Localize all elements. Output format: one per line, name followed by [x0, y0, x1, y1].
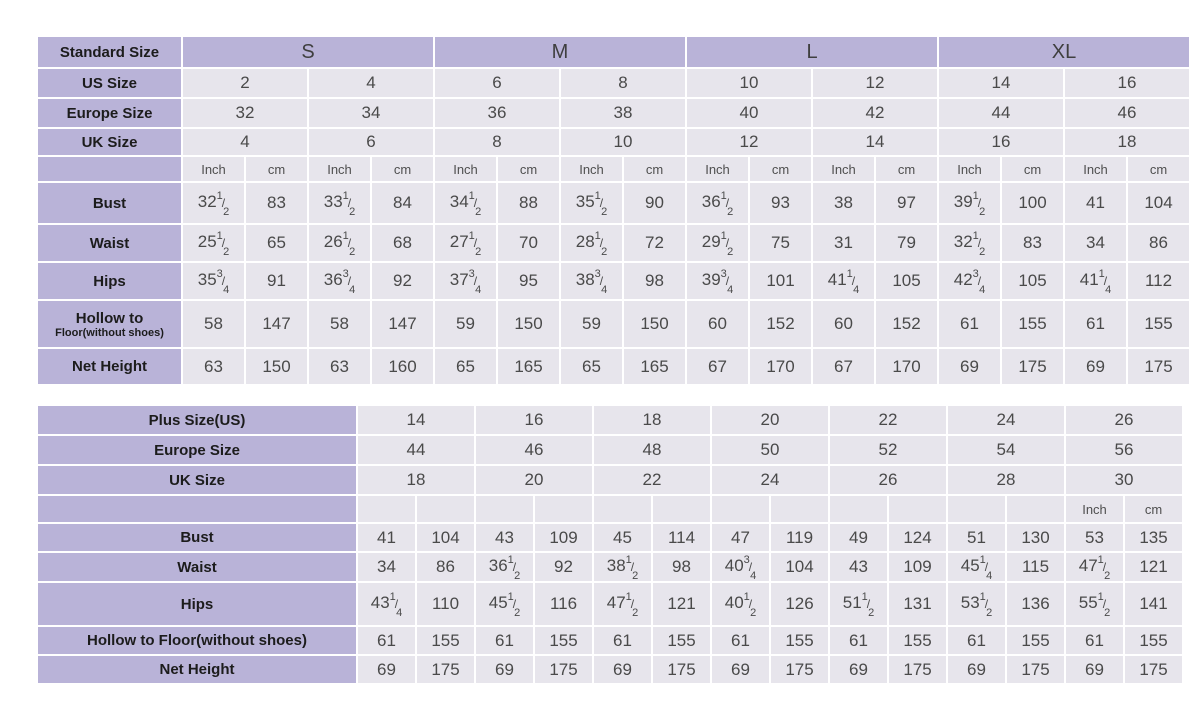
size-value-cell: 48	[594, 436, 710, 464]
measure-value-cell: 49	[830, 524, 887, 551]
unit-cell: Inch	[1066, 496, 1123, 522]
unit-cell: Inch	[813, 157, 874, 181]
measure-value-cell: 130	[1007, 524, 1064, 551]
size-value-cell: 16	[939, 129, 1063, 155]
size-value-cell: 32	[183, 99, 307, 127]
size-value-cell: 28	[948, 466, 1064, 494]
measure-value-cell: 105	[1002, 263, 1063, 299]
measure-value-cell: 150	[624, 301, 685, 347]
unit-cell: cm	[246, 157, 307, 181]
size-value-cell: 34	[309, 99, 433, 127]
unit-cell: Inch	[561, 157, 622, 181]
measure-value-cell: 101	[750, 263, 811, 299]
measure-value-cell: 61	[1065, 301, 1126, 347]
measure-value-cell: 67	[687, 349, 748, 384]
size-value-cell: 8	[435, 129, 559, 155]
measure-value-cell: 65	[246, 225, 307, 261]
empty-cell	[712, 496, 769, 522]
size-value-cell: 12	[813, 69, 937, 97]
measure-value-cell: 104	[771, 553, 828, 581]
measure-value-cell: 175	[535, 656, 592, 683]
measure-value-cell: 60	[687, 301, 748, 347]
measure-value-cell: 114	[653, 524, 710, 551]
measure-value-cell: $45^1/_4$	[948, 553, 1005, 581]
measure-value-cell: $28^1/_2$	[561, 225, 622, 261]
size-group-header: S	[183, 37, 433, 67]
measure-value-cell: 43	[830, 553, 887, 581]
size-value-cell: 22	[830, 406, 946, 434]
size-group-header: M	[435, 37, 685, 67]
unit-cell: Inch	[309, 157, 370, 181]
size-value-cell: 46	[1065, 99, 1189, 127]
measure-value-cell: 97	[876, 183, 937, 223]
empty-cell	[1007, 496, 1064, 522]
empty-cell	[948, 496, 1005, 522]
size-value-cell: 18	[358, 466, 474, 494]
row-label: Net Height	[38, 349, 181, 384]
size-value-cell: 10	[687, 69, 811, 97]
size-value-cell: 40	[687, 99, 811, 127]
measure-value-cell: 92	[372, 263, 433, 299]
row-label: Bust	[38, 183, 181, 223]
measure-value-cell: 91	[246, 263, 307, 299]
empty-cell	[653, 496, 710, 522]
measure-value-cell: 93	[750, 183, 811, 223]
size-value-cell: 30	[1066, 466, 1182, 494]
measure-value-cell: 121	[1125, 553, 1182, 581]
measure-value-cell: 61	[594, 627, 651, 654]
measure-value-cell: 155	[1007, 627, 1064, 654]
measure-value-cell: 84	[372, 183, 433, 223]
measure-value-cell: 155	[889, 627, 946, 654]
measure-value-cell: $38^3/_4$	[561, 263, 622, 299]
size-value-cell: 2	[183, 69, 307, 97]
empty-cell	[594, 496, 651, 522]
measure-value-cell: 53	[1066, 524, 1123, 551]
measure-value-cell: 155	[1125, 627, 1182, 654]
measure-value-cell: 86	[417, 553, 474, 581]
measure-value-cell: $43^1/_4$	[358, 583, 415, 625]
measure-value-cell: 47	[712, 524, 769, 551]
measure-value-cell: $55^1/_2$	[1066, 583, 1123, 625]
size-chart-page	[36, 35, 1191, 685]
measure-value-cell: $36^3/_4$	[309, 263, 370, 299]
measure-value-cell: 109	[889, 553, 946, 581]
unit-cell: cm	[1125, 496, 1182, 522]
size-value-cell: 8	[561, 69, 685, 97]
measure-value-cell: 121	[653, 583, 710, 625]
measure-value-cell: 115	[1007, 553, 1064, 581]
row-label: Waist	[38, 225, 181, 261]
measure-value-cell: 141	[1125, 583, 1182, 625]
measure-value-cell: 83	[246, 183, 307, 223]
measure-value-cell: 160	[372, 349, 433, 384]
measure-value-cell: 135	[1125, 524, 1182, 551]
size-value-cell: 6	[309, 129, 433, 155]
measure-value-cell: 68	[372, 225, 433, 261]
size-value-cell: 18	[1065, 129, 1189, 155]
size-value-cell: 10	[561, 129, 685, 155]
measure-value-cell: $27^1/_2$	[435, 225, 496, 261]
size-value-cell: 26	[830, 466, 946, 494]
size-value-cell: 42	[813, 99, 937, 127]
measure-value-cell: 61	[476, 627, 533, 654]
measure-value-cell: 95	[498, 263, 559, 299]
measure-value-cell: 175	[889, 656, 946, 683]
measure-value-cell: 61	[358, 627, 415, 654]
measure-value-cell: $32^1/_2$	[939, 225, 1000, 261]
size-value-cell: 20	[712, 406, 828, 434]
measure-value-cell: 105	[876, 263, 937, 299]
size-value-cell: 44	[939, 99, 1063, 127]
measure-value-cell: $39^1/_2$	[939, 183, 1000, 223]
size-value-cell: 18	[594, 406, 710, 434]
measure-value-cell: $45^1/_2$	[476, 583, 533, 625]
measure-value-cell: 88	[498, 183, 559, 223]
measure-value-cell: 100	[1002, 183, 1063, 223]
measure-value-cell: 61	[948, 627, 1005, 654]
measure-value-cell: 175	[417, 656, 474, 683]
size-value-cell: 46	[476, 436, 592, 464]
size-value-cell: 56	[1066, 436, 1182, 464]
measure-value-cell: 69	[594, 656, 651, 683]
measure-value-cell: 59	[435, 301, 496, 347]
measure-value-cell: 43	[476, 524, 533, 551]
empty-cell	[535, 496, 592, 522]
measure-value-cell: $42^3/_4$	[939, 263, 1000, 299]
unit-cell: cm	[1002, 157, 1063, 181]
empty-cell	[358, 496, 415, 522]
measure-value-cell: $35^1/_2$	[561, 183, 622, 223]
measure-value-cell: 69	[948, 656, 1005, 683]
measure-value-cell: 131	[889, 583, 946, 625]
unit-cell: cm	[1128, 157, 1189, 181]
measure-value-cell: 155	[653, 627, 710, 654]
measure-value-cell: 152	[876, 301, 937, 347]
measure-value-cell: 65	[561, 349, 622, 384]
measure-value-cell: 90	[624, 183, 685, 223]
row-label: Hips	[38, 263, 181, 299]
measure-value-cell: $29^1/_2$	[687, 225, 748, 261]
measure-value-cell: 147	[372, 301, 433, 347]
measure-value-cell: 92	[535, 553, 592, 581]
unit-cell: cm	[624, 157, 685, 181]
measure-value-cell: 83	[1002, 225, 1063, 261]
size-value-cell: 14	[358, 406, 474, 434]
measure-value-cell: 41	[358, 524, 415, 551]
measure-value-cell: 72	[624, 225, 685, 261]
size-value-cell: 16	[1065, 69, 1189, 97]
row-label: Waist	[38, 553, 356, 581]
measure-value-cell: $37^3/_4$	[435, 263, 496, 299]
measure-value-cell: $51^1/_2$	[830, 583, 887, 625]
measure-value-cell: 155	[771, 627, 828, 654]
measure-value-cell: 136	[1007, 583, 1064, 625]
unit-cell: Inch	[435, 157, 496, 181]
measure-value-cell: 69	[1066, 656, 1123, 683]
measure-value-cell: 147	[246, 301, 307, 347]
measure-value-cell: 152	[750, 301, 811, 347]
empty-cell	[417, 496, 474, 522]
measure-value-cell: 34	[1065, 225, 1126, 261]
measure-value-cell: $34^1/_2$	[435, 183, 496, 223]
measure-value-cell: 124	[889, 524, 946, 551]
measure-value-cell: 61	[1066, 627, 1123, 654]
measure-value-cell: 34	[358, 553, 415, 581]
measure-value-cell: 70	[498, 225, 559, 261]
measure-value-cell: $40^3/_4$	[712, 553, 769, 581]
measure-value-cell: 175	[1128, 349, 1189, 384]
measure-value-cell: 155	[1128, 301, 1189, 347]
empty-cell	[830, 496, 887, 522]
row-label: Europe Size	[38, 99, 181, 127]
measure-value-cell: $38^1/_2$	[594, 553, 651, 581]
empty-cell	[889, 496, 946, 522]
size-value-cell: 44	[358, 436, 474, 464]
measure-value-cell: 86	[1128, 225, 1189, 261]
unit-row-label	[38, 496, 356, 522]
plus-size-table	[36, 404, 1184, 685]
measure-value-cell: $32^1/_2$	[183, 183, 244, 223]
row-label: Plus Size(US)	[38, 406, 356, 434]
measure-value-cell: $26^1/_2$	[309, 225, 370, 261]
measure-value-cell: 175	[771, 656, 828, 683]
standard-size-table	[36, 35, 1191, 386]
size-value-cell: 22	[594, 466, 710, 494]
size-value-cell: 38	[561, 99, 685, 127]
row-label: Europe Size	[38, 436, 356, 464]
measure-value-cell: 175	[653, 656, 710, 683]
measure-value-cell: 60	[813, 301, 874, 347]
measure-value-cell: 104	[417, 524, 474, 551]
measure-value-cell: 69	[358, 656, 415, 683]
measure-value-cell: $47^1/_2$	[594, 583, 651, 625]
row-label: Net Height	[38, 656, 356, 683]
measure-value-cell: 112	[1128, 263, 1189, 299]
measure-value-cell: $47^1/_2$	[1066, 553, 1123, 581]
measure-value-cell: 175	[1007, 656, 1064, 683]
measure-value-cell: $40^1/_2$	[712, 583, 769, 625]
measure-value-cell: $41^1/_4$	[813, 263, 874, 299]
size-value-cell: 54	[948, 436, 1064, 464]
measure-value-cell: 69	[712, 656, 769, 683]
measure-value-cell: 31	[813, 225, 874, 261]
measure-value-cell: $36^1/_2$	[476, 553, 533, 581]
row-label: Bust	[38, 524, 356, 551]
measure-value-cell: 41	[1065, 183, 1126, 223]
measure-value-cell: 109	[535, 524, 592, 551]
unit-cell: cm	[372, 157, 433, 181]
measure-value-cell: $35^3/_4$	[183, 263, 244, 299]
measure-value-cell: 110	[417, 583, 474, 625]
row-label: US Size	[38, 69, 181, 97]
row-label: Hips	[38, 583, 356, 625]
measure-value-cell: 69	[476, 656, 533, 683]
measure-value-cell: 98	[653, 553, 710, 581]
size-value-cell: 4	[309, 69, 433, 97]
unit-row-label	[38, 157, 181, 181]
measure-value-cell: 116	[535, 583, 592, 625]
empty-cell	[771, 496, 828, 522]
size-group-header: L	[687, 37, 937, 67]
measure-value-cell: 79	[876, 225, 937, 261]
measure-value-cell: $41^1/_4$	[1065, 263, 1126, 299]
measure-value-cell: 175	[1002, 349, 1063, 384]
measure-value-cell: 98	[624, 263, 685, 299]
measure-value-cell: 104	[1128, 183, 1189, 223]
row-label: UK Size	[38, 129, 181, 155]
size-group-header: XL	[939, 37, 1189, 67]
measure-value-cell: 75	[750, 225, 811, 261]
measure-value-cell: 69	[830, 656, 887, 683]
measure-value-cell: 170	[876, 349, 937, 384]
unit-cell: Inch	[183, 157, 244, 181]
row-label: Hollow to Floor(without shoes)	[38, 301, 181, 347]
size-value-cell: 50	[712, 436, 828, 464]
measure-value-cell: 65	[435, 349, 496, 384]
measure-value-cell: $53^1/_2$	[948, 583, 1005, 625]
measure-value-cell: 69	[939, 349, 1000, 384]
empty-cell	[476, 496, 533, 522]
measure-value-cell: 61	[939, 301, 1000, 347]
unit-cell: cm	[876, 157, 937, 181]
unit-cell: cm	[750, 157, 811, 181]
measure-value-cell: 63	[309, 349, 370, 384]
row-label: Hollow to Floor(without shoes)	[38, 627, 356, 654]
size-value-cell: 20	[476, 466, 592, 494]
size-value-cell: 16	[476, 406, 592, 434]
row-label: UK Size	[38, 466, 356, 494]
measure-value-cell: $25^1/_2$	[183, 225, 244, 261]
measure-value-cell: 165	[498, 349, 559, 384]
measure-value-cell: 150	[498, 301, 559, 347]
measure-value-cell: 155	[535, 627, 592, 654]
measure-value-cell: 155	[1002, 301, 1063, 347]
measure-value-cell: $33^1/_2$	[309, 183, 370, 223]
measure-value-cell: 67	[813, 349, 874, 384]
measure-value-cell: 150	[246, 349, 307, 384]
measure-value-cell: 61	[712, 627, 769, 654]
measure-value-cell: 51	[948, 524, 1005, 551]
size-value-cell: 14	[939, 69, 1063, 97]
size-value-cell: 4	[183, 129, 307, 155]
measure-value-cell: 61	[830, 627, 887, 654]
measure-value-cell: 170	[750, 349, 811, 384]
measure-value-cell: 119	[771, 524, 828, 551]
size-value-cell: 24	[948, 406, 1064, 434]
size-value-cell: 26	[1066, 406, 1182, 434]
size-value-cell: 36	[435, 99, 559, 127]
unit-cell: cm	[498, 157, 559, 181]
measure-value-cell: 45	[594, 524, 651, 551]
measure-value-cell: 58	[183, 301, 244, 347]
unit-cell: Inch	[1065, 157, 1126, 181]
measure-value-cell: 69	[1065, 349, 1126, 384]
unit-cell: Inch	[687, 157, 748, 181]
size-value-cell: 24	[712, 466, 828, 494]
unit-cell: Inch	[939, 157, 1000, 181]
measure-value-cell: 155	[417, 627, 474, 654]
size-value-cell: 14	[813, 129, 937, 155]
size-value-cell: 12	[687, 129, 811, 155]
measure-value-cell: 175	[1125, 656, 1182, 683]
measure-value-cell: 126	[771, 583, 828, 625]
measure-value-cell: 58	[309, 301, 370, 347]
size-value-cell: 52	[830, 436, 946, 464]
measure-value-cell: 63	[183, 349, 244, 384]
measure-value-cell: $39^3/_4$	[687, 263, 748, 299]
measure-value-cell: 38	[813, 183, 874, 223]
measure-value-cell: $36^1/_2$	[687, 183, 748, 223]
measure-value-cell: 59	[561, 301, 622, 347]
size-value-cell: 6	[435, 69, 559, 97]
standard-size-corner-label: Standard Size	[38, 37, 181, 67]
measure-value-cell: 165	[624, 349, 685, 384]
